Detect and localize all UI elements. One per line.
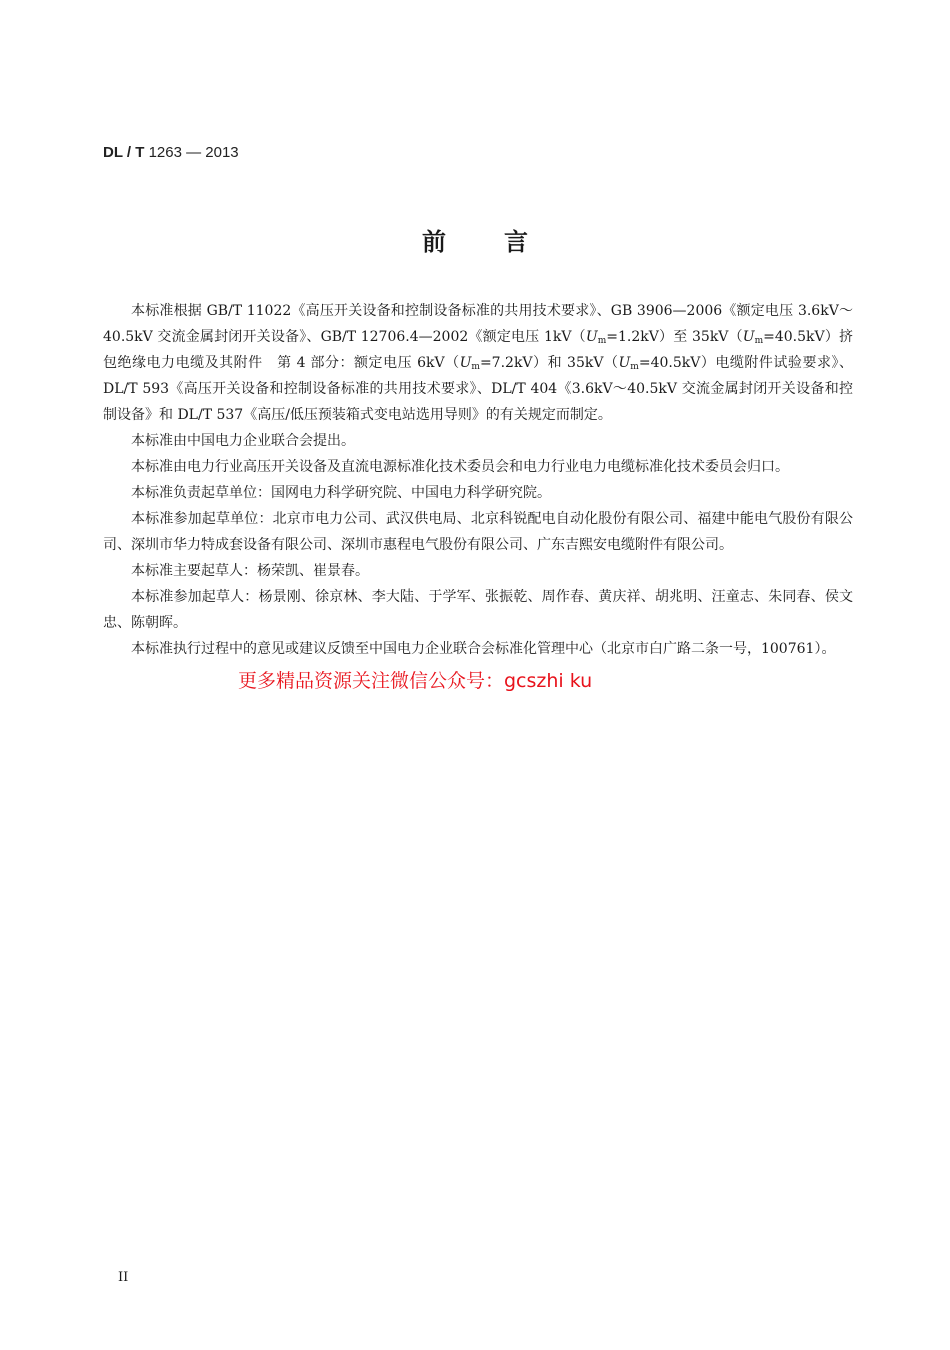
paragraph-participating-units: 本标准参加起草单位：北京市电力公司、武汉供电局、北京科锐配电自动化股份有限公司、福建中能电气股份有限公司、深圳市华力特成套设备有限公司、深圳市惠程电气股份有限公司、广东吉熙安电缆附件有限公司。	[103, 511, 853, 553]
document-code-prefix: DL / T	[103, 144, 145, 161]
paragraph-basis-part-2: =1.2kV）至 35kV（	[606, 329, 743, 345]
um-symbol: U	[459, 355, 472, 371]
paragraph-proposer: 本标准由中国电力企业联合会提出。	[131, 433, 355, 449]
paragraph-participating-drafters: 本标准参加起草人：杨景刚、徐京林、李大陆、于学军、张振乾、周作春、黄庆祥、胡兆明、汪童志、朱同春、侯文忠、陈朝晖。	[103, 589, 853, 631]
watermark-text: 更多精品资源关注微信公众号：gcszhi ku	[238, 670, 593, 692]
page-number: II	[118, 1270, 129, 1285]
um-subscript: m	[754, 336, 764, 346]
um-symbol: U	[585, 329, 598, 345]
paragraph-basis	[103, 298, 853, 428]
um-symbol: U	[742, 329, 755, 345]
document-code	[103, 144, 239, 161]
um-subscript: m	[630, 362, 639, 372]
paragraph-basis-part-5: =40.5kV）电缆附件试验要求》、DL/T 593《高压开关设备和控制设备标准的共用技术要求》、DL/T 404《3.6kV～40.5kV 交流金属封闭开关设备和控制设备》和 DL/T 537《高压/低压预装箱式变电站选用导则》的有关规定而制定。	[103, 355, 853, 423]
um-subscript: m	[597, 336, 607, 346]
page-title: 前言	[422, 228, 586, 256]
paragraph-basis-part-1: 本标准根据 GB/T 11022《高压开关设备和控制设备标准的共用技术要求》、GB 3906—2006《额定电压 3.6kV～40.5kV 交流金属封闭开关设备》、GB/T 12706.4—2002《额定电压 1kV（	[103, 303, 853, 345]
paragraph-committee: 本标准由电力行业高压开关设备及直流电源标准化技术委员会和电力行业电力电缆标准化技术委员会归口。	[131, 459, 789, 475]
paragraph-feedback: 本标准执行过程中的意见或建议反馈至中国电力企业联合会标准化管理中心（北京市白广路二条一号，100761）。	[131, 641, 836, 657]
um-subscript: m	[471, 362, 480, 372]
paragraph-basis-part-3: =40.5kV）挤包绝缘电力电缆及其附件 第 4 部分：额定电压 6kV（	[103, 329, 854, 371]
document-code-number: 1263 — 2013	[148, 144, 239, 161]
foreword-body	[103, 298, 853, 662]
paragraph-lead-drafters: 本标准负责起草单位：国网电力科学研究院、中国电力科学研究院。	[131, 485, 551, 501]
um-symbol: U	[618, 355, 631, 371]
paragraph-main-drafters: 本标准主要起草人：杨荣凯、崔景春。	[131, 563, 369, 579]
paragraph-basis-part-4: =7.2kV）和 35kV（	[479, 355, 619, 371]
